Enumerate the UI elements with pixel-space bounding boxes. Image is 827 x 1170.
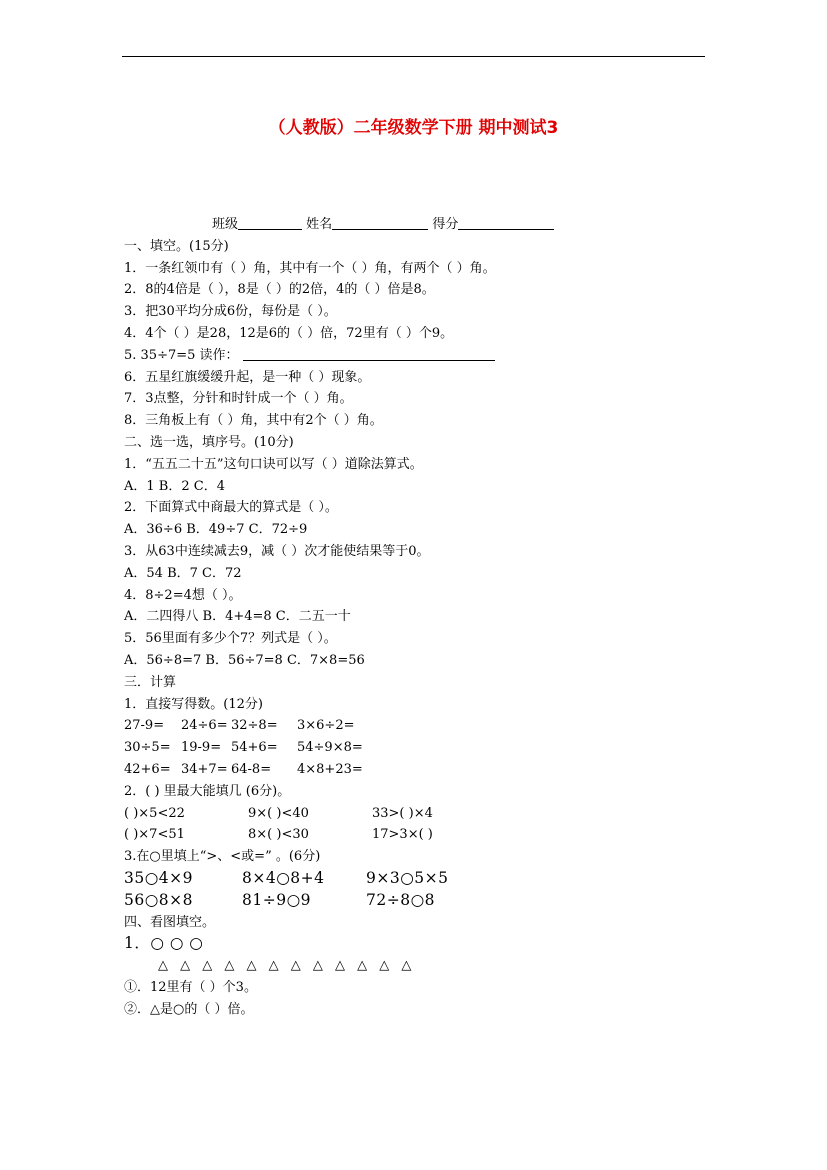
fill-item: 8×( )<30 — [248, 827, 309, 843]
answer-line[interactable] — [243, 346, 495, 361]
calc-item: 27-9= — [124, 718, 165, 734]
calc-item: 42+6= — [124, 761, 171, 777]
fill-item: ( )×7<51 — [124, 827, 185, 843]
question-2-4: 4．8÷2=4想（ ）。 — [124, 587, 242, 603]
compare-item: 35○4×9 — [124, 868, 193, 887]
section-3-heading: 三．计算 — [124, 674, 177, 690]
name-label: 姓名 — [306, 217, 333, 232]
name-field[interactable] — [332, 215, 428, 230]
section-1-heading: 一、填空。(15分) — [124, 238, 229, 254]
options-2-2: A．36÷6 B．49÷7 C．72÷9 — [124, 522, 308, 538]
question-1-7: 7．3点整，分针和时针成一个（ ）角。 — [124, 391, 353, 407]
question-1-6: 6．五星红旗缓缓升起，是一种（ ）现象。 — [124, 369, 371, 385]
fill-item: ( )×5<22 — [124, 805, 185, 821]
calc-item: 3×6÷2= — [297, 718, 355, 734]
question-2-3: 3．从63中连续减去9，减（ ）次才能使结果等于0。 — [124, 543, 430, 559]
question-2-5: 5．56里面有多少个7？列式是（ ）。 — [124, 631, 337, 647]
question-1-1: 1．一条红领巾有（ ）角，其中有一个（ ）角，有两个（ ）角。 — [124, 260, 496, 276]
question-1-4: 4．4个（ ）是28，12是6的（ ）倍，72里有（ ）个9。 — [124, 325, 454, 341]
class-field[interactable] — [238, 215, 302, 230]
calc-row — [124, 715, 724, 737]
score-field[interactable] — [458, 215, 554, 230]
question-1-5: 5. 35÷7=5 读作： — [124, 347, 239, 363]
options-2-4: A．二四得八 B．4+4=8 C．二五一十 — [124, 609, 351, 625]
circle-row: 1．○ ○ ○ — [124, 934, 204, 953]
calc-row — [124, 737, 724, 759]
triangle-row — [124, 955, 724, 977]
header-rule — [122, 56, 705, 57]
score-label: 得分 — [432, 217, 459, 232]
question-1-2: 2．8的4倍是（ ），8是（ ）的2倍，4的（ ）倍是8。 — [124, 282, 435, 298]
compare-row — [124, 890, 724, 912]
question-1-3: 3．把30平均分成6份，每份是（ ）。 — [124, 304, 337, 320]
compare-item: 72÷8○8 — [366, 890, 435, 909]
compare-item: 81÷9○9 — [242, 890, 311, 909]
calc-row — [124, 759, 724, 781]
calc-item: 19-9= — [181, 740, 222, 756]
calc-item: 64-8= — [231, 761, 272, 777]
compare-item: 8×4○8+4 — [242, 868, 325, 887]
triangle-shapes: △ △ △ △ △ △ △ △ △ △ △ △ — [158, 958, 416, 974]
options-2-3: A．54 B．7 C．72 — [124, 565, 242, 581]
subsection-3-3: 3.在○里填上“>、<或=” 。(6分) — [124, 849, 321, 865]
question-4-2: ②．△是○的（ ）倍。 — [124, 1001, 254, 1017]
question-1-5-row — [124, 345, 724, 367]
calc-item: 54+6= — [231, 740, 278, 756]
compare-item: 56○8×8 — [124, 890, 193, 909]
section-2-heading: 二、选一选，填序号。(10分) — [124, 434, 294, 450]
calc-item: 4×8+23= — [297, 761, 363, 777]
fill-row — [124, 803, 724, 825]
student-info-row — [124, 214, 724, 236]
question-1-8: 8．三角板上有（ ）角，其中有2个（ ）角。 — [124, 413, 383, 429]
calc-item: 30÷5= — [124, 740, 171, 756]
options-2-1: A．1 B．2 C．4 — [124, 478, 225, 494]
worksheet-body — [124, 214, 724, 1020]
page-title: （人教版）二年级数学下册 期中测试3 — [268, 118, 559, 138]
question-2-2: 2．下面算式中商最大的算式是（ ）。 — [124, 500, 338, 516]
compare-item: 9×3○5×5 — [366, 868, 449, 887]
fill-item: 33>( )×4 — [372, 805, 433, 821]
fill-row — [124, 824, 724, 846]
calc-item: 24÷6= — [181, 718, 228, 734]
calc-item: 54÷9×8= — [297, 740, 363, 756]
options-2-5: A．56÷8=7 B．56÷7=8 C．7×8=56 — [124, 652, 365, 668]
question-4-1: ①．12里有（ ）个3。 — [124, 979, 257, 995]
question-2-1: 1．“五五二十五”这句口诀可以写（ ）道除法算式。 — [124, 456, 423, 472]
subsection-3-1: 1．直接写得数。(12分) — [124, 696, 263, 712]
fill-item: 9×( )<40 — [248, 805, 309, 821]
class-label: 班级 — [212, 217, 239, 232]
compare-row — [124, 868, 724, 890]
subsection-3-2: 2．( ) 里最大能填几 (6分)。 — [124, 783, 291, 799]
fill-item: 17>3×( ) — [372, 827, 433, 843]
calc-item: 32÷8= — [231, 718, 278, 734]
calc-item: 34+7= — [181, 761, 228, 777]
section-4-heading: 四、看图填空。 — [124, 914, 216, 930]
